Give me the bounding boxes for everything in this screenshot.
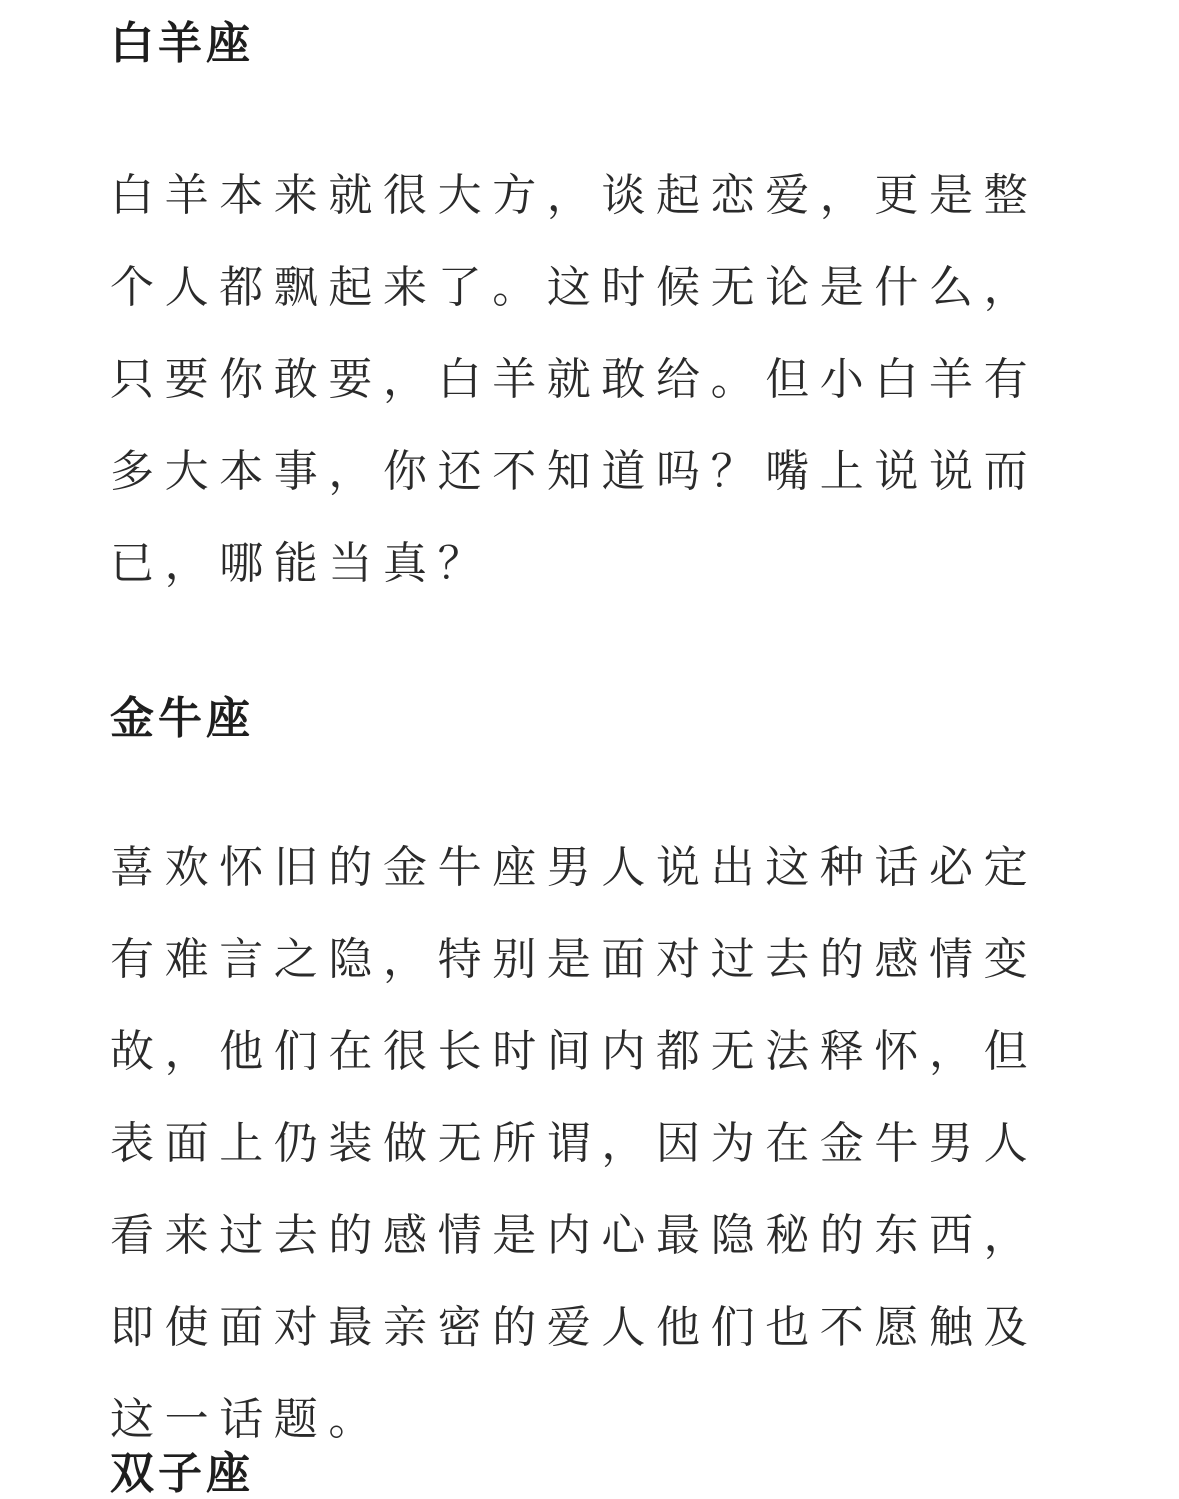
section-paragraph-taurus: 喜欢怀旧的金牛座男人说出这种话必定有难言之隐，特别是面对过去的感情变故，他们在很长时间内都无法释怀，但表面上仍装做无所谓，因为在金牛男人看来过去的感情是内心最隐秘的东西，即使面对最亲密的爱人他们也不愿触及这一话题。 <box>110 842 1039 1445</box>
section-paragraph-aries: 白羊本来就很大方，谈起恋爱，更是整个人都飘起来了。这时候无论是什么，只要你敢要，白羊就敢给。但小白羊有多大本事，你还不知道吗？嘴上说说而已，哪能当真？ <box>110 170 1039 589</box>
section-heading-aries: 白羊座 <box>110 18 254 69</box>
section-heading-taurus: 金牛座 <box>110 693 254 744</box>
section-heading-gemini: 双子座 <box>110 1448 254 1499</box>
